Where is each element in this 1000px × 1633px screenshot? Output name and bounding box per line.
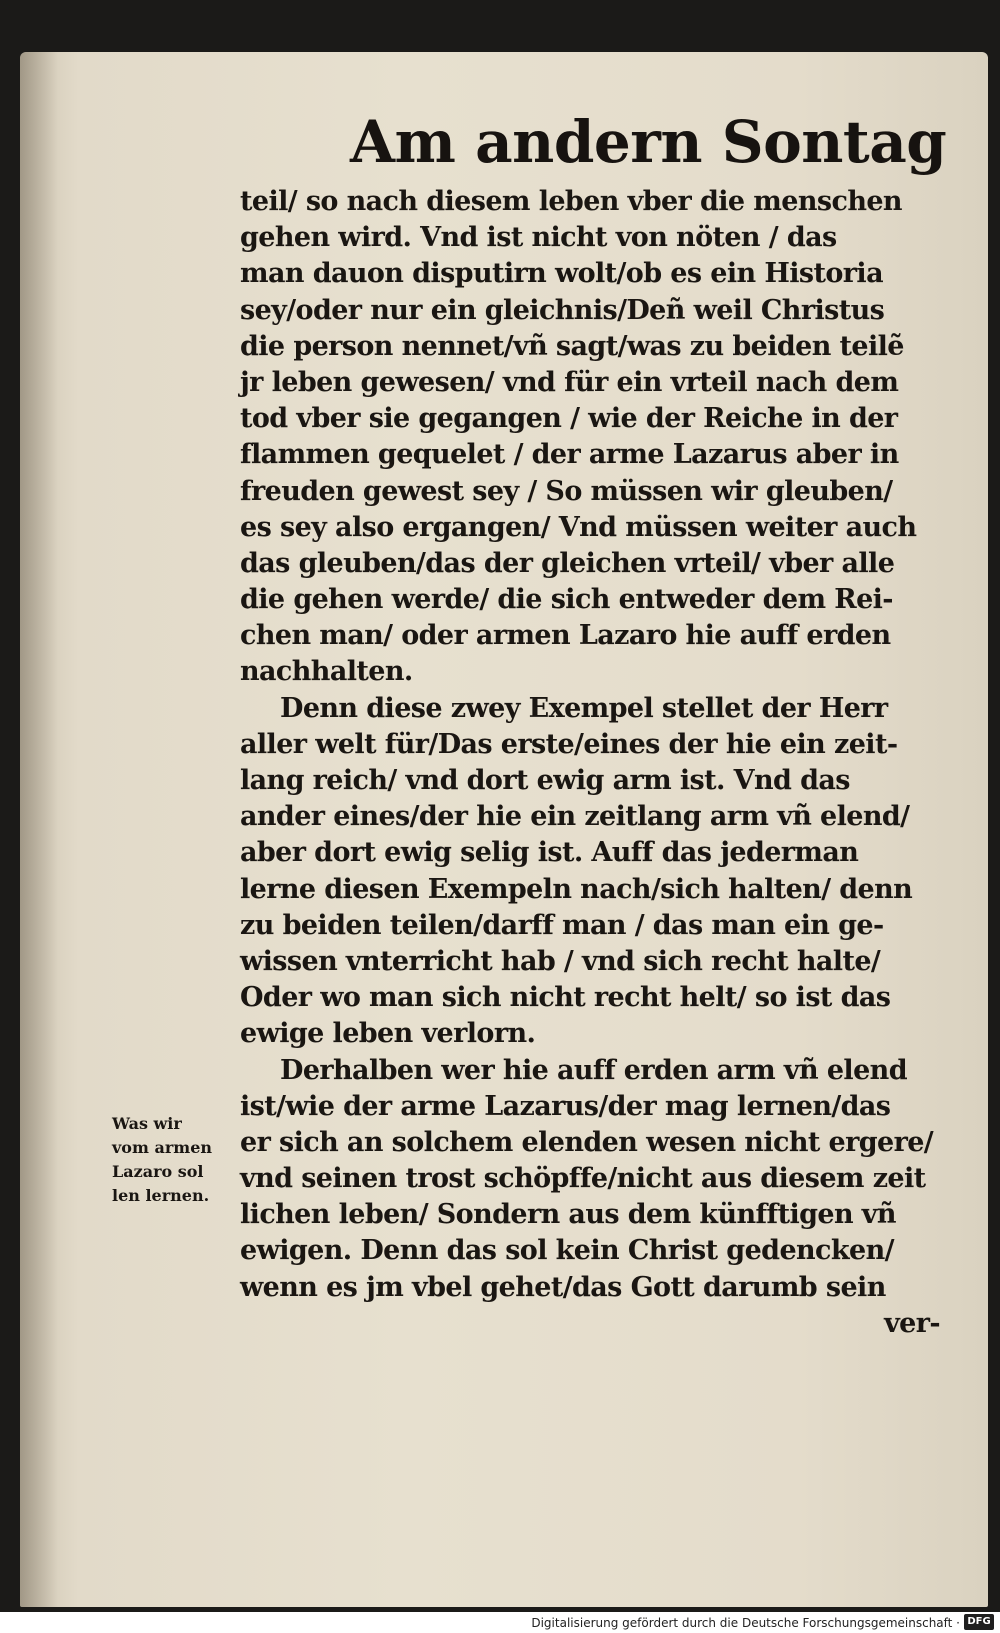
footer-credit: Digitalisierung gefördert durch die Deutsche Forschungsgemeinschaft · [531, 1616, 960, 1630]
text-line: man dauon disputirn wolt/ob es ein Historia [240, 258, 883, 290]
text-line: ewigen. Denn das sol kein Christ gedencken/ [240, 1235, 894, 1267]
text-line: aber dort ewig selig ist. Auff das jederman [240, 837, 859, 869]
text-line: vnd seinen trost schöpffe/nicht aus diesem zeit [240, 1163, 926, 1195]
text-line: nachhalten. [240, 656, 413, 688]
running-headline: Am andern Sontag [350, 108, 947, 176]
text-line: ewige leben verlorn. [240, 1018, 536, 1050]
text-line: ist/wie der arme Lazarus/der mag lernen/das [240, 1090, 891, 1122]
text-line: flammen gequelet / der arme Lazarus aber in [240, 439, 899, 471]
text-line: er sich an solchem elenden wesen nicht ergere/ [240, 1126, 934, 1158]
margin-note [112, 1112, 252, 1208]
text-line: zu beiden teilen/darff man / das man ein ge- [240, 909, 884, 941]
text-line: es sey also ergangen/ Vnd müssen weiter auch [240, 511, 917, 543]
margin-note-line: vom armen [112, 1138, 213, 1157]
body-text [240, 184, 980, 1342]
text-line: die gehen werde/ die sich entweder dem Rei- [240, 584, 893, 616]
text-line: tod vber sie gegangen / wie der Reiche in der [240, 403, 898, 435]
text-line: ander eines/der hie ein zeitlang arm vñ elend/ [240, 801, 910, 833]
book-page [20, 52, 988, 1607]
text-line: Derhalben wer hie auff erden arm vñ elend [280, 1054, 907, 1086]
text-line: lichen leben/ Sondern aus dem künfftigen vñ [240, 1199, 896, 1231]
text-line: teil/ so nach diesem leben vber die menschen [240, 186, 902, 217]
text-line: Denn diese zwey Exempel stellet der Herr [280, 692, 888, 724]
text-line: wenn es jm vbel gehet/das Gott darumb sein [240, 1271, 886, 1303]
text-line: freuden gewest sey / So müssen wir gleuben/ [240, 475, 893, 507]
text-line: aller welt für/Das erste/eines der hie ein zeit- [240, 728, 898, 760]
text-line: sey/oder nur ein gleichnis/Deñ weil Christus [240, 294, 885, 326]
text-line: jr leben gewesen/ vnd für ein vrteil nach dem [240, 366, 899, 398]
margin-note-line: Lazaro sol [112, 1162, 204, 1181]
text-line: gehen wird. Vnd ist nicht von nöten / das [240, 222, 837, 254]
text-line: lang reich/ vnd dort ewig arm ist. Vnd das [240, 765, 850, 796]
text-line: lerne diesen Exempeln nach/sich halten/ denn [240, 873, 913, 905]
dfg-logo: DFG [964, 1614, 994, 1630]
text-line: Oder wo man sich nicht recht helt/ so ist das [240, 982, 891, 1014]
catchword: ver- [884, 1307, 940, 1339]
text-line: wissen vnterricht hab / vnd sich recht halte/ [240, 945, 881, 977]
margin-note-line: len lernen. [112, 1186, 210, 1205]
text-line: chen man/ oder armen Lazaro hie auff erden [240, 620, 891, 652]
margin-note-line: Was wir [112, 1114, 182, 1133]
text-line: das gleuben/das der gleichen vrteil/ vber alle [240, 547, 895, 579]
text-line: die person nennet/vñ sagt/was zu beiden teilẽ [240, 330, 904, 362]
